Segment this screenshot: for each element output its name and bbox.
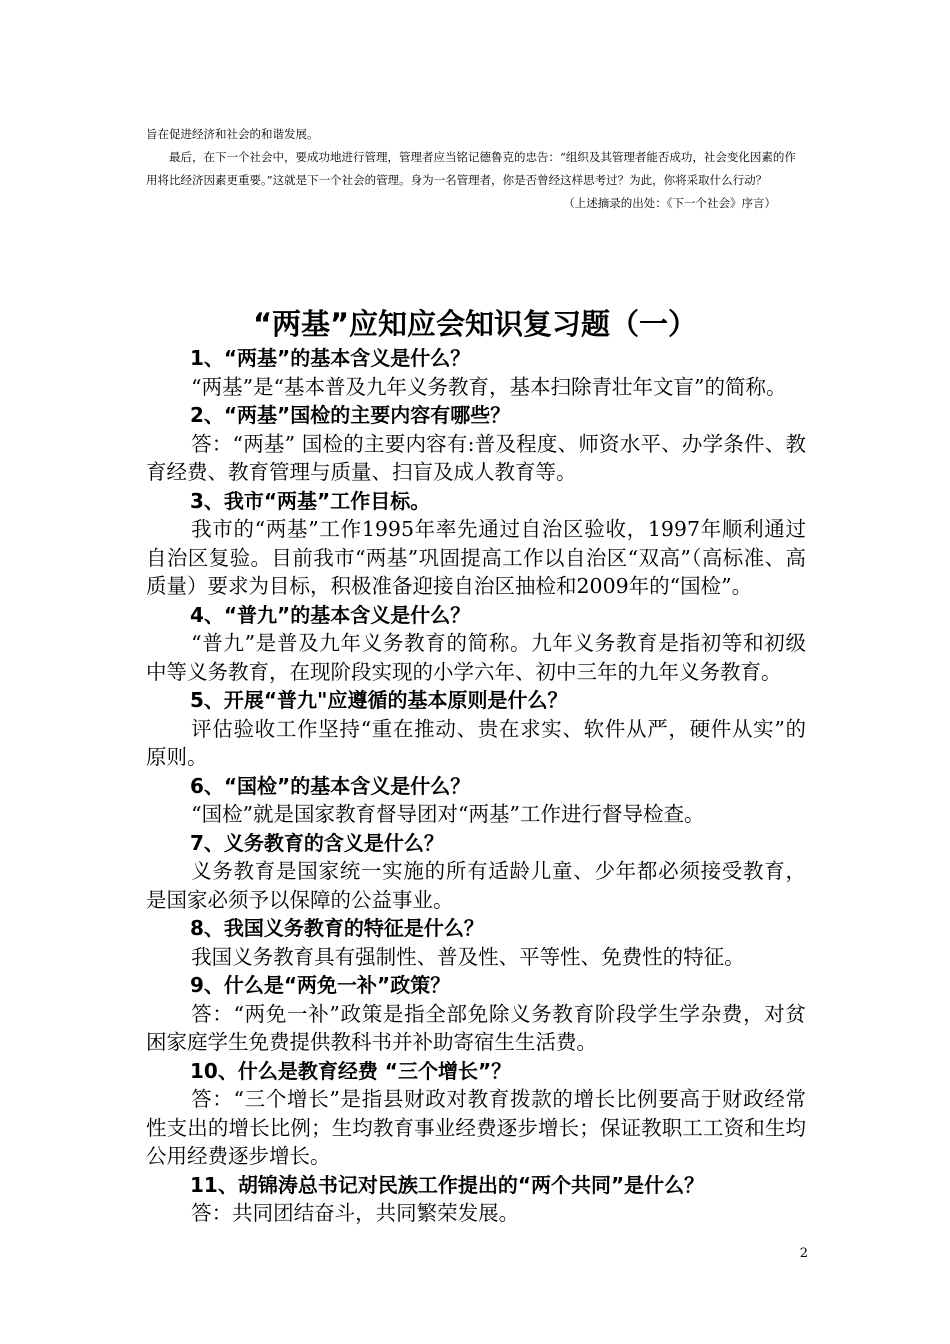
question-heading: 2、“两基”国检的主要内容有哪些？ [190,403,511,427]
question-heading: 6、“国检”的基本含义是什么？ [190,773,471,798]
question-heading: 9、什么是“两免一补”政策？ [190,973,451,997]
preface-source: （上述摘录的出处：《下一个社会》序言） [563,196,776,210]
question-heading: 11、胡锦涛总书记对民族工作提出的“两个共同”是什么？ [190,1172,705,1197]
answer-text: 答：“两免一补”政策是指全部免除义务教育阶段学生学杂费，对贫困家庭学生免费提供教科书并补助寄宿生生活费。 [146,1001,806,1054]
answer-text: 答：“三个增长”是指县财政对教育拨款的增长比例要高于财政经常性支出的增长比例；生均教育事业经费逐步增长；保证教职工工资和生均公用经费逐步增长。 [146,1087,806,1168]
answer-text: 答：“两基” 国检的主要内容有:普及程度、师资水平、办学条件、教育经费、教育管理与质量、扫盲及成人教育等。 [146,431,806,484]
question-heading: 10、什么是教育经费 “三个增长”？ [190,1058,512,1083]
question-heading: 1、“两基”的基本含义是什么？ [190,346,471,370]
preface-paragraph: 最后，在下一个社会中，要成功地进行管理，管理者应当铭记德鲁克的忠告：“组织及其管理者能否成功，社会变化因素的作用将比经济因素更重要。”这就是下一个社会的管理。身为一名管理者，你是否曾经这样思考过？为此，你将采取什么行动？ [146,150,796,187]
question-heading: 7、义务教育的含义是什么？ [190,830,444,855]
question-heading: 3、我市“两基”工作目标。 [190,488,431,513]
answer-text: 评估验收工作坚持“重在推动、贵在求实、软件从严，硬件从实”的原则。 [146,716,806,769]
answer-text: 义务教育是国家统一实施的所有适龄儿童、少年都必须接受教育，是国家必须予以保障的公益事业。 [146,859,806,912]
answer-text: “普九”是普及九年义务教育的简称。九年义务教育是指初等和初级中等义务教育，在现阶段实现的小学六年、初中三年的九年义务教育。 [146,631,806,684]
preface-block [146,123,806,215]
answer-text: 我国义务教育具有强制性、普及性、平等性、免费性的特征。 [191,944,745,969]
answer-text: “两基”是“基本普及九年义务教育，基本扫除青壮年文盲”的简称。 [191,374,787,399]
page-number: 2 [799,1246,808,1261]
document-title: “两基”应知应会知识复习题（一） [252,307,698,341]
question-heading: 5、开展“普九"应遵循的基本原则是什么？ [190,688,568,712]
answer-text: “国检”就是国家教育督导团对“两基”工作进行督导检查。 [191,802,705,826]
preface-line: 旨在促进经济和社会的和谐发展。 [146,127,319,141]
qa-list [146,344,806,1228]
answer-text: 我市的“两基”工作1995年率先通过自治区验收，1997年顺利通过自治区复验。目前我市“两基”巩固提高工作以自治区“双高”（高标准、高质量）要求为目标，积极准备迎接自治区抽检和2009年的“国检”。 [146,517,806,598]
answer-text: 答：共同团结奋斗，共同繁荣发展。 [191,1201,520,1225]
question-heading: 8、我国义务教育的特征是什么？ [190,916,484,940]
question-heading: 4、“普九”的基本含义是什么？ [190,602,471,627]
